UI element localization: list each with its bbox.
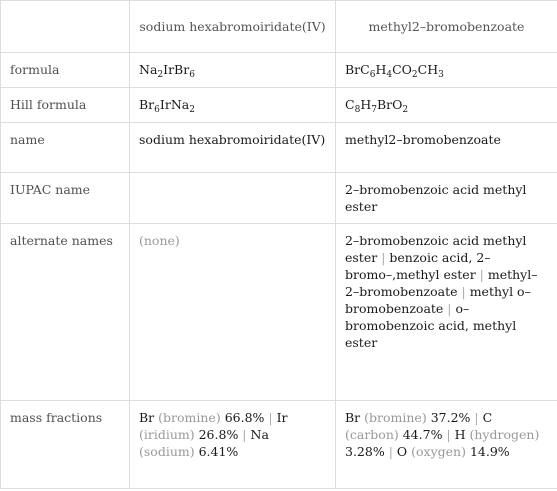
row-label-iupac-name: IUPAC name — [1, 173, 130, 224]
text-segment: 2–bromobenzoic acid methyl ester — [345, 233, 527, 265]
iupac-name-value — [130, 173, 336, 224]
subscript: 2 — [157, 70, 164, 80]
text-segment: IrNa — [159, 97, 190, 112]
subscript: 2 — [402, 105, 409, 115]
separator: | — [442, 427, 455, 442]
name-value: methyl2–bromobenzoate — [336, 123, 557, 173]
separator: | — [264, 410, 277, 425]
text-segment: H — [454, 427, 466, 442]
name-value: sodium hexabromoiridate(IV) — [130, 123, 336, 173]
subscript: 6 — [189, 70, 195, 80]
hill-formula-value — [336, 88, 557, 123]
header-empty-cell — [1, 1, 130, 53]
separator: | — [457, 284, 470, 299]
name-row — [1, 123, 557, 173]
text-segment: 44.7% — [402, 427, 443, 442]
text-segment: IrBr — [163, 62, 190, 77]
text-segment: methyl–2–bromobenzoate — [345, 267, 538, 299]
text-segment: Na — [139, 62, 158, 77]
text-segment: C — [482, 410, 493, 425]
text-segment: (sodium) — [139, 444, 199, 459]
row-label-name: name — [1, 123, 130, 173]
text-segment: (iridium) — [139, 427, 199, 442]
mass-fractions-value — [336, 401, 557, 489]
column-header-methyl-2-bromobenzoate: methyl2–bromobenzoate — [336, 1, 557, 53]
header-row — [1, 1, 557, 53]
row-label-formula: formula — [1, 53, 130, 88]
hill-formula-row — [1, 88, 557, 123]
text-segment: 14.9% — [469, 444, 510, 459]
subscript: 2 — [189, 105, 195, 115]
iupac-name-row — [1, 173, 557, 224]
subscript: 7 — [371, 105, 377, 115]
text-segment: 66.8% — [224, 410, 265, 425]
text-segment: Ir — [276, 410, 288, 425]
text-segment: Na — [250, 427, 269, 442]
text-segment: (bromine) — [154, 410, 225, 425]
row-label-hill-formula: Hill formula — [1, 88, 130, 123]
text-segment: 6.41% — [198, 444, 239, 459]
separator: | — [475, 267, 488, 282]
separator: | — [470, 410, 483, 425]
text-segment: H — [375, 62, 387, 77]
mass-fractions-row — [1, 401, 557, 489]
text-segment: (hydrogen) — [465, 427, 540, 442]
alternate-names-value — [336, 224, 557, 401]
row-label-mass-fractions: mass fractions — [1, 401, 130, 489]
subscript: 6 — [369, 70, 376, 80]
subscript: 8 — [354, 105, 361, 115]
text-segment: CH — [417, 62, 439, 77]
column-header-sodium-hexabromoiridate: sodium hexabromoiridate(IV) — [130, 1, 336, 53]
iupac-name-value: 2–bromobenzoic acid methyl ester — [336, 173, 557, 224]
text-segment: C — [345, 97, 355, 112]
separator: | — [238, 427, 251, 442]
text-segment: Br — [139, 410, 155, 425]
subscript: 2 — [411, 70, 418, 80]
text-segment: 37.2% — [430, 410, 471, 425]
text-segment: Br — [345, 410, 361, 425]
text-segment: CO — [392, 62, 412, 77]
separator: | — [377, 250, 390, 265]
separator: | — [384, 444, 397, 459]
text-segment: (oxygen) — [407, 444, 470, 459]
text-segment: (carbon) — [345, 427, 403, 442]
separator: | — [443, 301, 456, 316]
text-segment: O — [396, 444, 408, 459]
text-segment: Br — [139, 97, 155, 112]
text-segment: methyl o–bromobenzoate — [345, 284, 531, 316]
text-segment: BrO — [376, 97, 403, 112]
subscript: 4 — [386, 70, 393, 80]
text-segment: (none) — [139, 233, 180, 248]
subscript: 6 — [154, 105, 160, 115]
text-segment: 26.8% — [198, 427, 239, 442]
alternate-names-row — [1, 224, 557, 401]
text-segment: BrC — [345, 62, 370, 77]
formula-row — [1, 53, 557, 88]
alternate-names-value — [130, 224, 336, 401]
text-segment: o–bromobenzoic acid, methyl ester — [345, 301, 517, 350]
formula-value — [336, 53, 557, 88]
row-label-alternate-names: alternate names — [1, 224, 130, 401]
hill-formula-value — [130, 88, 336, 123]
text-segment: (bromine) — [360, 410, 431, 425]
text-segment: 3.28% — [345, 444, 385, 459]
formula-value — [130, 53, 336, 88]
text-segment: H — [360, 97, 372, 112]
text-segment: benzoic acid, 2–bromo–,methyl ester — [345, 250, 491, 282]
mass-fractions-value — [130, 401, 336, 489]
subscript: 3 — [438, 70, 444, 80]
